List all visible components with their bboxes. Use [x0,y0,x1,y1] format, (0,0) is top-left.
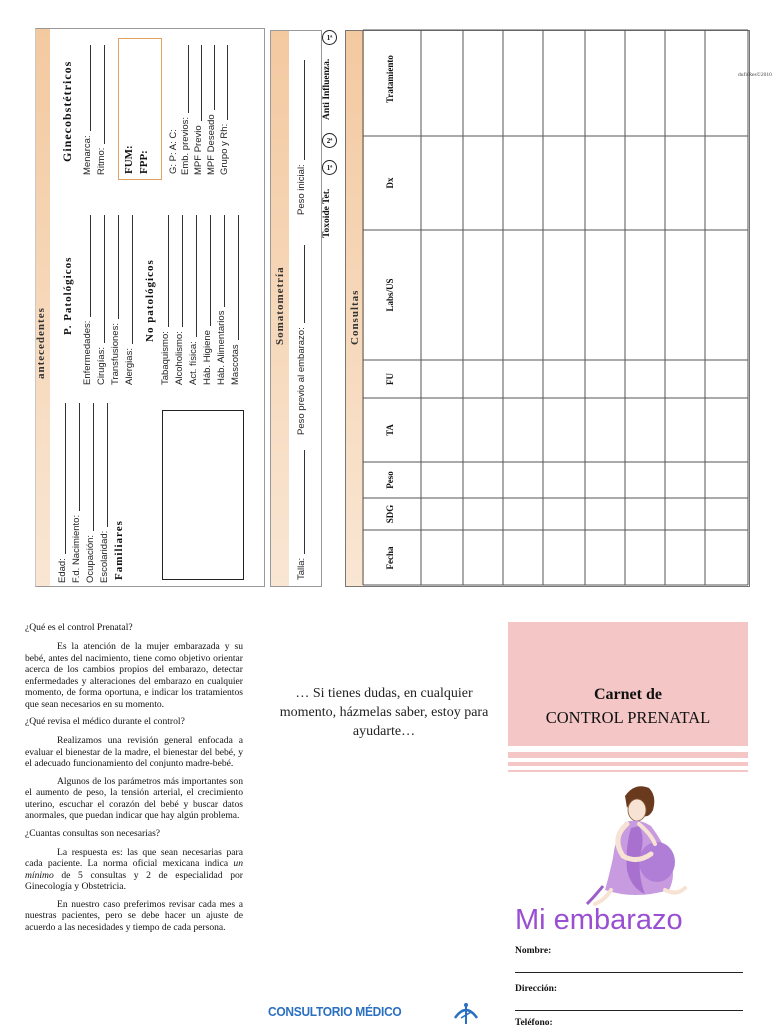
field-direccion [515,984,743,1011]
direccion-line[interactable] [515,994,743,1011]
field-act-fisica: Act. física: [188,215,202,385]
second-dose-badge-icon: 2ª [322,133,337,148]
field-talla: Talla: [296,450,307,580]
patologicos-fields [82,215,138,385]
column-header-dx: Dx [385,177,395,189]
field-ritmo: Ritmo: [96,45,110,175]
field-telefono [515,1018,743,1028]
cover-stripe-2 [508,762,748,766]
column-header-sdg: SDG [385,504,395,524]
field-peso-previo: Peso previo al embarazo: [296,245,307,435]
question-que-revisa: ¿Qué revisa el médico durante el control? [25,716,185,727]
column-header-labsus: Labs/US [385,278,395,312]
answer-que-es: Es la atención de la mujer embarazada y su bebé, antes del nacimiento, tiene como objetivo orientar acerca de los cambios propios del embarazo, detectar enfermedades y alteraciones del embarazo en cualquier momento, de forma oportuna, e indicar los tratamientos que sean necesarios en su momento. [25,641,243,710]
field-ocupacion: Ocupación: [85,403,99,583]
consultorio-logo-text: CONSULTORIO MÉDICO [268,1003,402,1019]
consultas-grid [363,30,748,585]
familiares-label: Familiares [113,520,125,580]
cover-title-line2: CONTROL PRENATAL [545,708,711,727]
pregnant-woman-illustration [565,778,705,908]
field-hab-higiene: Háb. Higiene [202,215,216,385]
answer-nuestro-caso: En nuestro caso preferimos revisar cada mes a nuestras pacientes, pero se debe hacer un ajuste de acuerdo a las necesidades y tiempo de cada persona. [25,898,243,933]
answer-que-revisa: Realizamos una revisión general enfocada a evaluar el bienestar de la madre, el bienestar del bebé, y el adecuado funcionamiento del conjunto madre-bebé. [25,735,243,769]
column-header-tratamiento: Tratamiento [385,55,395,103]
column-header-ta: TA [385,424,395,436]
cover-stripe-3 [508,770,748,772]
telefono-label: Teléfono: [515,1018,553,1028]
consultorio-logo [268,998,498,1024]
gineco-fields [82,45,110,175]
quote-text: … Si tienes dudas, en cualquier momento, házmelas saber, estoy para ayudarte… [279,686,489,739]
field-peso-inicial: Peso inicial: [296,60,307,215]
no-patologicos-title: No patológicos [144,259,156,342]
gineco-title: Ginecobstétricos [60,60,74,162]
column-header-fu: FU [385,373,395,385]
field-mpf-deseado: MPF Deseado [206,45,219,175]
toxoide-badge-icon: 1ª [322,160,337,175]
field-enfermedades: Enfermedades: [82,215,96,385]
caduceus-icon [452,1000,480,1029]
anti-influenza-label: Anti Influenza. [322,58,332,120]
cover-headline: Mi embarazo [515,904,683,936]
field-edad: Edad: [57,403,71,583]
cover-title-box [508,622,748,746]
field-hab-alimentarios: Háb. Alimentarios [216,215,230,385]
cover-stripe-1 [508,752,748,758]
anti-influenza-badge-icon: 1ª [322,30,337,45]
field-alcoholismo: Alcoholismo: [174,215,188,385]
field-nacimiento: F.d. Nacimiento: [71,403,85,583]
somatometria-header: Somatometría [274,266,286,345]
gineco-fields-2 [180,45,232,175]
question-que-es: ¿Qué es el control Prenatal? [25,622,133,633]
nombre-label: Nombre: [515,946,552,956]
question-cuantas: ¿Cuantas consultas son necesarias? [25,827,161,839]
field-mascotas: Mascotas [230,215,244,385]
credit-text: dufitRes©2010 [738,72,772,78]
cover-title-line1: Carnet de [594,686,662,703]
gpac-field: G: P: A: C: [168,129,179,174]
fum-label: FUM: [123,145,135,174]
field-alergias: Alergias: [124,215,138,385]
field-transfusiones: Transfusiones: [110,215,124,385]
column-header-peso: Peso [385,471,395,489]
nombre-line[interactable] [515,956,743,973]
personal-fields [57,403,113,583]
field-escolaridad: Escolaridad: [99,403,113,583]
field-emb-previos: Emb. previos: [180,45,193,175]
answer-cuantas: La respuesta es: las que sean necesarias para cada paciente. La norma oficial mexicana indica un mínimo de 5 consultas y 2 de especialidad por Ginecología y Obstetricia. [25,846,243,892]
toxoide-label: Toxoide Tet. [322,188,332,238]
info-column [25,622,243,933]
column-header-fecha: Fecha [385,546,395,569]
fpp-label: FPP: [138,150,150,174]
no-patologicos-fields [160,215,244,385]
familiares-box [162,410,244,580]
antecedentes-header: antecedentes [35,307,47,379]
direccion-label: Dirección: [515,984,558,994]
field-mpf-previo: MPF Previo [193,45,206,175]
consultas-header: Consultas [349,289,361,345]
field-tabaquismo: Tabaquismo: [160,215,174,385]
field-grupo-rh: Grupo y Rh: [219,45,232,175]
patologicos-title: P. Patológicos [62,256,74,335]
field-nombre [515,946,743,973]
answer-parametros: Algunos de los parámetros más importantes son el aumento de peso, la tensión arterial, el crecimiento uterino, escuchar el corazón del bebé y buscar datos anormales, que puedan indicar que hay algún problema. [25,775,243,821]
field-menarca: Menarca: [82,45,96,175]
field-cirugias: Cirugías: [96,215,110,385]
